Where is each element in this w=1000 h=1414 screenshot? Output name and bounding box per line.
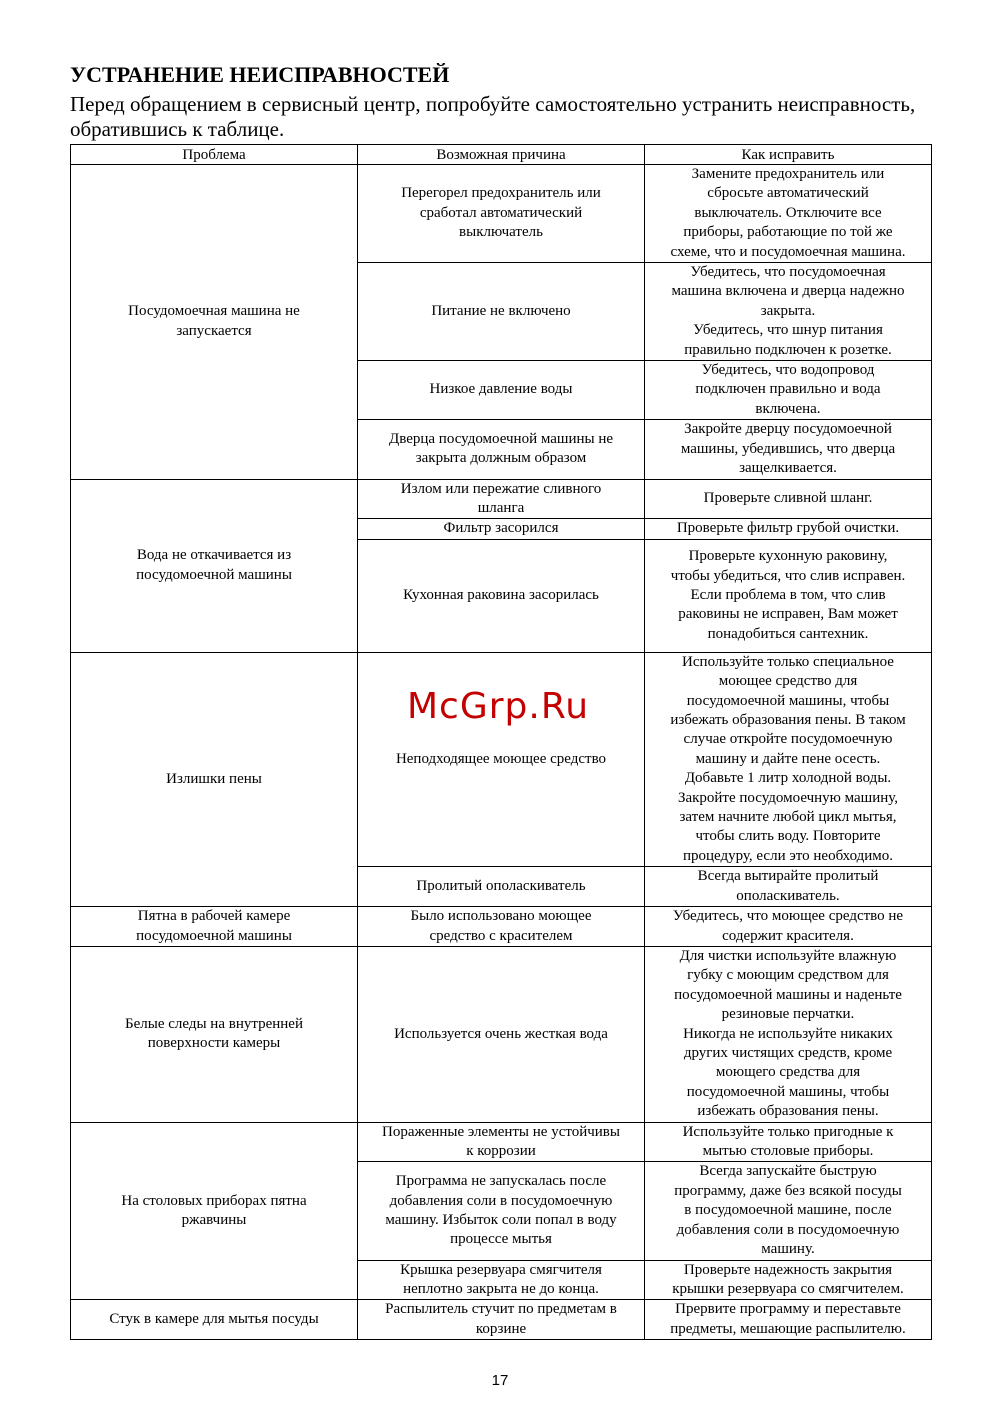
fix-cell [645, 361, 932, 420]
fix-cell [645, 1260, 932, 1300]
cell-line: поверхности камеры [147, 1035, 281, 1052]
fix-cell [645, 165, 932, 263]
cell-line: приборы, работающие по той же [683, 224, 893, 241]
cell-line: Пятна в рабочей камере [137, 908, 291, 925]
cell-line: содержит красителя. [722, 927, 854, 944]
cell-line: Пораженные элементы не устойчивы [382, 1123, 620, 1140]
cause-cell [358, 1122, 645, 1162]
table-row [71, 1300, 932, 1340]
cell-line: процедуру, если это необходимо. [682, 847, 894, 864]
cell-line: Используйте только пригодные к [682, 1123, 894, 1140]
cause-cell [358, 652, 645, 866]
fix-cell [645, 479, 932, 519]
cell-line: посудомоечной машины, чтобы [686, 692, 890, 709]
page-title: УСТРАНЕНИЕ НЕИСПРАВНОСТЕЙ [70, 62, 450, 87]
table-row [71, 165, 932, 263]
problem-cell [71, 1300, 358, 1340]
cell-line: Всегда вытирайте пролитый [697, 868, 879, 885]
cell-line: шланга [477, 499, 525, 516]
cell-line: Программа не запускалась после [395, 1173, 607, 1190]
problem-cell [71, 907, 358, 947]
cell-line: Излом или пережатие сливного [400, 480, 602, 497]
table-row [71, 1122, 932, 1162]
cell-line: Используется очень жесткая вода [394, 1025, 608, 1042]
cell-line: Проверьте фильтр грубой очистки. [676, 520, 900, 537]
cell-line: Добавьте 1 литр холодной воды. [684, 770, 892, 787]
problem-cell [71, 165, 358, 480]
cell-line: Замените предохранитель или [691, 166, 885, 182]
cell-line: Проверьте сливной шланг. [703, 490, 873, 507]
cell-line: Прервите программу и переставьте [675, 1301, 901, 1318]
table-row [71, 479, 932, 519]
cause-cell [358, 361, 645, 420]
cell-line: машину. [761, 1241, 815, 1258]
cell-line: чтобы убедиться, что слив исправен. [670, 567, 906, 584]
cell-line: ржавчины [181, 1211, 247, 1228]
cell-line: Убедитесь, что водопровод [701, 362, 875, 379]
cell-line: подключен правильно и вода [695, 381, 881, 398]
cell-line: губку с моющим средством для [687, 967, 889, 984]
table-row [71, 947, 932, 1123]
cell-line: программу, даже без всякой посуды [674, 1182, 902, 1199]
cause-cell [358, 165, 645, 263]
cell-line: закрыта. [760, 302, 816, 319]
header-problem: Проблема [71, 145, 358, 165]
cell-line: Было использовано моющее [410, 908, 592, 925]
watermark: McGrp.Ru [407, 686, 590, 727]
cell-line: крышки резервуара со смягчителем. [672, 1280, 904, 1297]
cause-cell [358, 479, 645, 519]
cell-line: посудомоечной машины, чтобы [686, 1083, 890, 1100]
cell-line: Закройте посудомоечную машину, [677, 789, 899, 806]
cell-line: мытью столовые приборы. [702, 1143, 874, 1160]
cell-line: раковины не исправен, Вам может [678, 606, 898, 623]
fix-cell [645, 1162, 932, 1260]
cell-line: Стук в камере для мытья посуды [109, 1311, 319, 1328]
fix-cell [645, 907, 932, 947]
cell-line: средство с красителем [429, 927, 573, 944]
cause-cell [358, 1162, 645, 1260]
cell-line: случае откройте посудомоечную [683, 731, 893, 748]
header-fix: Как исправить [645, 145, 932, 165]
cell-line: Проверьте кухонную раковину, [688, 548, 888, 565]
cell-line: резиновые перчатки. [721, 1006, 855, 1023]
cause-cell [358, 1260, 645, 1300]
cause-cell [358, 539, 645, 652]
fix-cell [645, 519, 932, 539]
table-body [71, 165, 932, 1340]
cell-line: понадобиться сантехник. [707, 625, 869, 642]
cell-line: избежать образования пены. [697, 1103, 879, 1120]
cell-line: машину. Избыток соли попал в воду [385, 1211, 617, 1228]
cell-line: Фильтр засорился [443, 520, 559, 537]
cell-line: сработал автоматический [419, 204, 583, 221]
header-cause: Возможная причина [358, 145, 645, 165]
problem-cell [71, 1122, 358, 1300]
cell-line: сбросьте автоматический [707, 185, 869, 202]
table-row [71, 907, 932, 947]
cell-line: выключатель. Отключите все [694, 204, 882, 221]
cell-line: Проверьте надежность закрытия [683, 1261, 893, 1278]
cell-line: Питание не включено [431, 302, 571, 319]
cell-line: затем начните любой цикл мытья, [679, 808, 897, 825]
cell-line: моющее средство для [718, 673, 858, 690]
cell-line: предметы, мешающие распылителю. [670, 1320, 906, 1337]
cell-line: закрыта должным образом [415, 450, 587, 467]
table-header-row [71, 145, 932, 165]
cell-line: Всегда запускайте быструю [699, 1163, 877, 1180]
fix-cell [645, 539, 932, 652]
cell-line: На столовых приборах пятна [121, 1192, 307, 1209]
cell-line: включена. [755, 400, 821, 417]
cell-line: Пролитый ополаскиватель [416, 877, 586, 894]
cell-line: выключатель [459, 224, 543, 241]
cell-line: Кухонная раковина засорилась [403, 587, 599, 604]
cell-line: корзине [475, 1320, 527, 1337]
cell-line: Убедитесь, что посудомоечная [690, 264, 886, 281]
cell-line: защелкивается. [739, 460, 837, 477]
cell-line: Перегорел предохранитель или [401, 185, 601, 202]
cell-line: Излишки пены [166, 770, 262, 787]
intro-text: Перед обращением в сервисный центр, попробуйте самостоятельно устранить неисправность, обратившись к таблице. [70, 92, 916, 141]
cell-line: процессе мытья [450, 1231, 552, 1248]
cell-line: посудомоечной машины [136, 566, 292, 583]
problem-cell [71, 947, 358, 1123]
cell-line: посудомоечной машины и наденьте [674, 986, 902, 1003]
cause-cell [358, 263, 645, 361]
cell-line: схеме, что и посудомоечная машина. [670, 243, 906, 260]
cell-line: в посудомоечной машине, после [684, 1202, 892, 1219]
cell-line: Никогда не используйте никаких [683, 1025, 893, 1042]
problem-cell [71, 652, 358, 906]
troubleshooting-table [70, 144, 932, 1340]
cause-cell [358, 420, 645, 479]
fix-cell [645, 1122, 932, 1162]
fix-cell [645, 420, 932, 479]
cell-line: Белые следы на внутренней [125, 1015, 303, 1032]
cell-line: Крышка резервуара смягчителя [400, 1261, 602, 1278]
cause-cell [358, 867, 645, 907]
cell-line: Дверца посудомоечной машины не [388, 430, 614, 447]
cell-line: неплотно закрыта не до конца. [403, 1280, 599, 1297]
cause-cell [358, 907, 645, 947]
fix-cell [645, 867, 932, 907]
cell-line: запускается [176, 322, 252, 339]
cell-line: чтобы слить воду. Повторите [695, 828, 881, 845]
cause-cell [358, 1300, 645, 1340]
cell-line: Вода не откачивается из [136, 547, 292, 564]
cell-line: Убедитесь, что шнур питания [693, 322, 883, 339]
cell-line: Для чистки используйте влажную [679, 948, 897, 964]
cell-line: Посудомоечная машина не [128, 303, 300, 320]
cell-line: Распылитель стучит по предметам в [385, 1301, 617, 1318]
fix-cell [645, 947, 932, 1123]
cell-line: машину и дайте пене осесть. [695, 750, 881, 767]
cause-cell [358, 519, 645, 539]
cell-line: ополаскиватель. [736, 887, 840, 904]
cell-line: Используйте только специальное [682, 653, 894, 670]
cell-line: других чистящих средств, кроме [683, 1045, 893, 1062]
cell-line: к коррозии [466, 1143, 536, 1160]
page-number: 17 [491, 1372, 509, 1389]
cell-line: Неподходящее моющее средство [395, 750, 607, 767]
cell-line: Низкое давление воды [429, 381, 573, 398]
cell-line: Закройте дверцу посудомоечной [684, 421, 892, 438]
cell-line: машина включена и дверца надежно [671, 283, 905, 300]
fix-cell [645, 652, 932, 866]
cell-line: избежать образования пены. В таком [670, 711, 906, 728]
cell-line: Убедитесь, что моющее средство не [672, 908, 904, 925]
cell-line: моющего средства для [715, 1064, 861, 1081]
cell-line: машины, убедившись, что дверца [680, 440, 896, 457]
cell-line: добавления соли в посудомоечную [676, 1221, 900, 1238]
problem-cell [71, 479, 358, 652]
cell-line: Если проблема в том, что слив [690, 587, 886, 604]
cell-line: правильно подключен к розетке. [684, 341, 892, 358]
table-row [71, 652, 932, 866]
cell-line: добавления соли в посудомоечную [389, 1192, 613, 1209]
fix-cell [645, 1300, 932, 1340]
fix-cell [645, 263, 932, 361]
cause-cell [358, 947, 645, 1123]
cell-line: посудомоечной машины [136, 927, 292, 944]
